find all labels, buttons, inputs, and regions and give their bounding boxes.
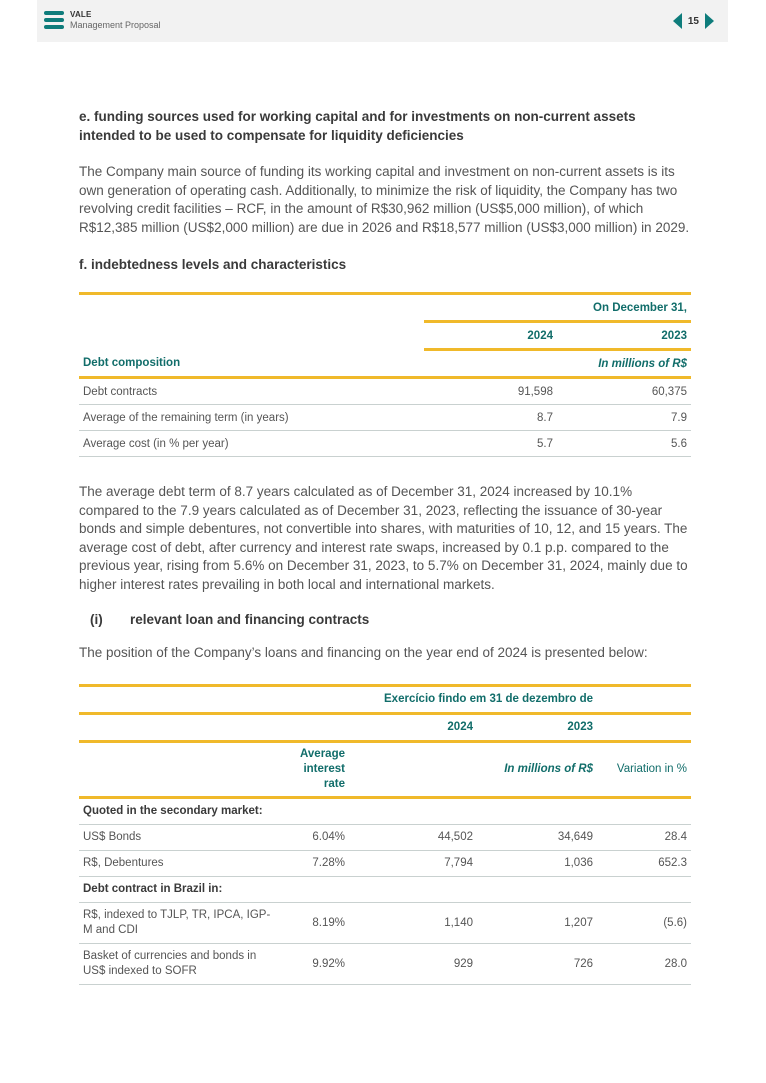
unit-header: In millions of R$ (504, 763, 593, 775)
subsection-number: (i) (90, 612, 103, 627)
year-header-2024: 2024 (424, 322, 557, 350)
group-row (79, 797, 691, 824)
unit-header: In millions of R$ (598, 357, 687, 370)
brand-name: VALE (70, 10, 92, 19)
value-2023: 34,649 (477, 824, 597, 850)
year-header-2023: 2023 (567, 721, 593, 733)
table-row (79, 378, 691, 405)
variation-value: 28.4 (597, 824, 691, 850)
table-row (79, 902, 691, 943)
table-row (79, 431, 691, 457)
section-e-paragraph: The Company main source of funding its working capital and investment on non-current assets is its own generation of operating cash. Additionally, to minimize the risk of liquidity, the Company has two revolving credit facilities – RCF, in the amount of R$30,962 million (US$5,000 million), of which R$12,385 million (US$2,000 million) are due in 2026 and R$18,577 million (US$3,000 million) in 2029. (79, 164, 690, 235)
row-label: Average cost (in % per year) (79, 431, 424, 457)
section-e-heading: e. funding sources used for working capital and for investments on non-current assets intended to be used to compensate for liquidity deficiencies (79, 109, 636, 143)
page-number: 15 (687, 15, 699, 27)
rate-header: Average interest rate (300, 747, 345, 790)
variation-value: 652.3 (597, 850, 691, 876)
row-label: US$ Bonds (79, 824, 279, 850)
page-navigator (673, 13, 714, 29)
next-page-icon[interactable] (705, 13, 714, 29)
rate-value: 8.19% (279, 902, 349, 943)
value-2024: 8.7 (424, 405, 557, 431)
variation-header: Variation in % (616, 763, 687, 775)
value-2024: 1,140 (349, 902, 477, 943)
group-title: Debt contract in Brazil in: (79, 876, 691, 902)
value-2024: 929 (349, 943, 477, 984)
value-2024: 7,794 (349, 850, 477, 876)
row-label-header: Debt composition (83, 356, 181, 369)
year-header-2024: 2024 (447, 721, 473, 733)
value-2023: 1,207 (477, 902, 597, 943)
table-header-row (79, 685, 691, 713)
table-header-row (79, 294, 691, 322)
variation-value: (5.6) (597, 902, 691, 943)
subsection-title: relevant loan and financing contracts (130, 612, 370, 627)
previous-page-icon[interactable] (673, 13, 682, 29)
value-2023: 7.9 (557, 405, 691, 431)
row-label: Average of the remaining term (in years) (79, 405, 424, 431)
period-header: Exercício findo em 31 de dezembro de (384, 693, 593, 705)
rate-value: 7.28% (279, 850, 349, 876)
row-label: Basket of currencies and bonds in US$ indexed to SOFR (79, 943, 279, 984)
value-2024: 91,598 (424, 378, 557, 405)
row-label: R$, indexed to TJLP, TR, IPCA, IGP-M and CDI (79, 902, 279, 943)
page-content (79, 107, 691, 985)
section-f-paragraph: The average debt term of 8.7 years calculated as of December 31, 2024 increased by 10.1% compared to the 7.9 years calculated as of December 31, 2023, reflecting the issuance of 30-year bonds and simple debentures, not convertible into shares, with maturities of 10, 12, and 15 years. The average cost of debt, after currency and interest rate swaps, increased by 0.1 p.p. compared to the previous year, rising from 5.6% on December 31, 2023, to 5.7% on December 31, 2024, mainly due to higher interest rates prevailing in both local and international markets. (79, 484, 688, 592)
rate-value: 6.04% (279, 824, 349, 850)
row-label: Debt contracts (79, 378, 424, 405)
table-row (79, 405, 691, 431)
table-header-row (79, 322, 691, 350)
subsection-i-heading (79, 612, 691, 627)
value-2023: 726 (477, 943, 597, 984)
year-header-2023: 2023 (557, 322, 691, 350)
table-header-row (79, 713, 691, 741)
table-row (79, 943, 691, 984)
variation-value: 28.0 (597, 943, 691, 984)
vale-logo-icon (44, 11, 64, 29)
page-header (37, 0, 728, 42)
debt-composition-table (79, 292, 691, 457)
loans-financing-table (79, 684, 691, 985)
value-2024: 5.7 (424, 431, 557, 457)
table-row (79, 824, 691, 850)
group-row (79, 876, 691, 902)
period-header: On December 31, (593, 301, 687, 314)
subsection-i-paragraph: The position of the Company’s loans and financing on the year end of 2024 is presented below: (79, 645, 648, 660)
table-header-row (79, 741, 691, 797)
brand (70, 9, 161, 31)
value-2023: 1,036 (477, 850, 597, 876)
section-f-heading: f. indebtedness levels and characteristics (79, 257, 347, 272)
document-subtitle: Management Proposal (70, 20, 161, 30)
rate-value: 9.92% (279, 943, 349, 984)
value-2023: 60,375 (557, 378, 691, 405)
group-title: Quoted in the secondary market: (79, 797, 691, 824)
table-header-row (79, 350, 691, 378)
row-label: R$, Debentures (79, 850, 279, 876)
value-2024: 44,502 (349, 824, 477, 850)
table-row (79, 850, 691, 876)
value-2023: 5.6 (557, 431, 691, 457)
